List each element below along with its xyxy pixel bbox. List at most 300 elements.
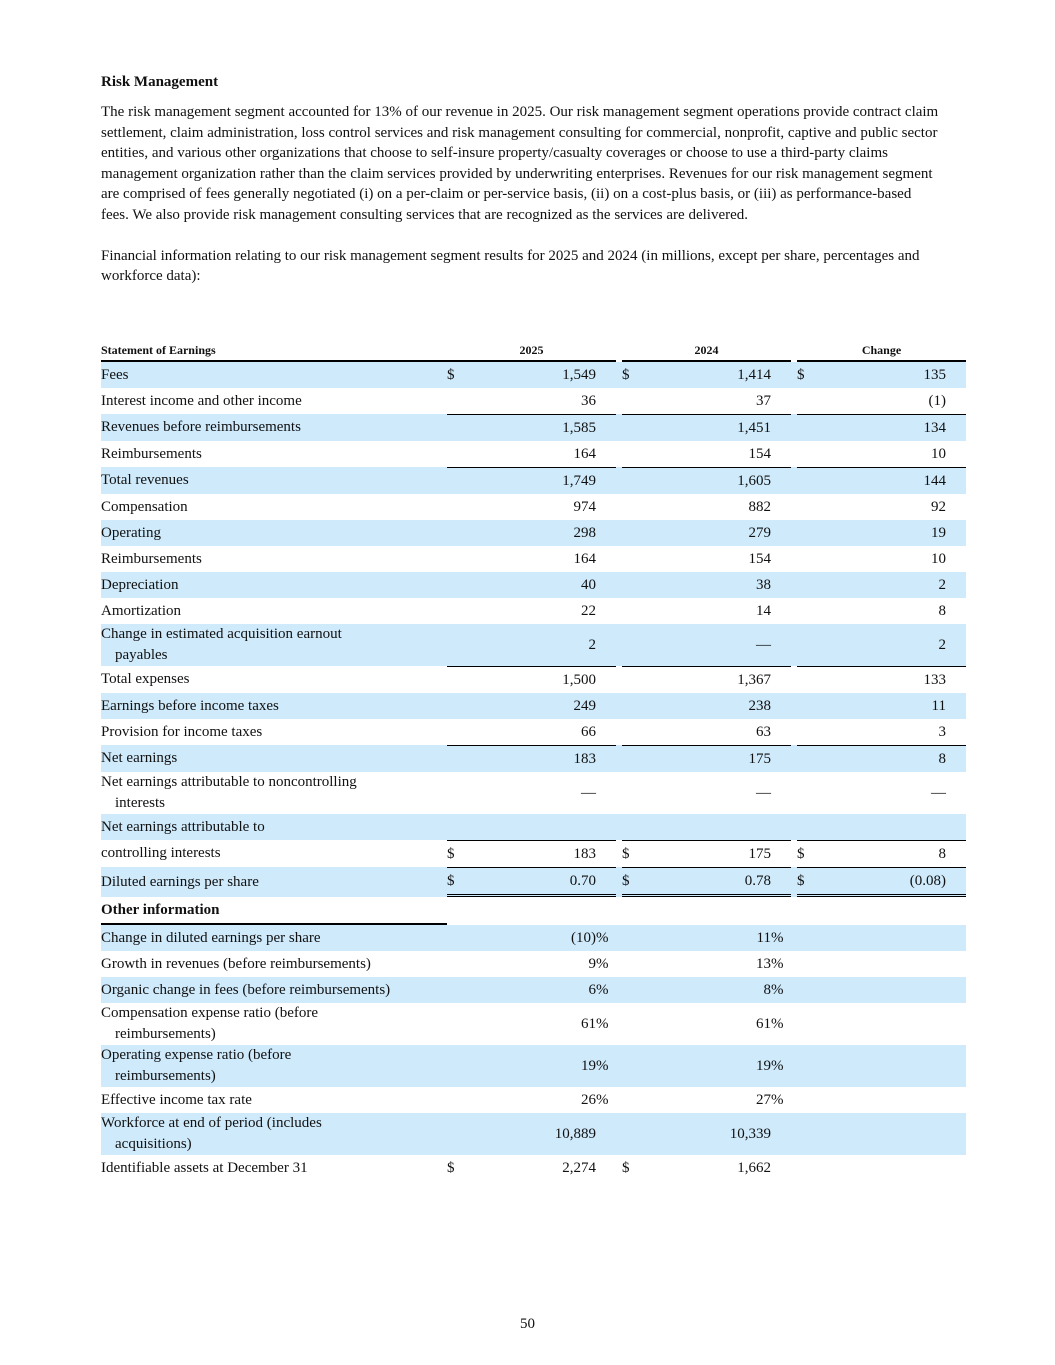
- percent-sign: %: [596, 977, 616, 1003]
- percent-sign: %: [596, 1091, 609, 1108]
- row-label: Interest income and other income: [101, 392, 302, 409]
- currency-symbol: [797, 388, 821, 414]
- page-number: 50: [520, 1316, 535, 1332]
- table-row: [101, 666, 966, 693]
- value-col2: 1,605: [646, 467, 771, 494]
- suffix-col1: [596, 840, 616, 867]
- percent-sign: [771, 1113, 791, 1155]
- section-heading: Risk Management: [101, 74, 219, 90]
- currency-symbol: [797, 772, 821, 814]
- suffix-col2: [771, 520, 791, 546]
- value-col3: (1): [928, 392, 946, 409]
- value-col1: 1,585: [471, 414, 596, 441]
- empty-cell: [946, 977, 966, 1003]
- currency-symbol: [622, 494, 646, 520]
- value-col3: 10: [931, 550, 946, 567]
- empty-cell: [797, 925, 821, 951]
- table-row: [101, 719, 966, 745]
- suffix-col1: [596, 388, 616, 414]
- row-label-line1: Operating expense ratio (before: [101, 1047, 292, 1063]
- empty-cell: [821, 951, 946, 977]
- row-label: [101, 1113, 447, 1155]
- row-label-line2: payables: [115, 647, 168, 663]
- suffix-col1: [596, 624, 616, 666]
- value-col2: 154: [748, 445, 771, 462]
- header-2025: 2025: [447, 338, 616, 362]
- value-col2: 238: [646, 693, 771, 719]
- currency-symbol: [622, 772, 646, 814]
- suffix-col2: [771, 814, 791, 840]
- value-col1: 1,749: [471, 467, 596, 494]
- currency-symbol: [447, 745, 471, 772]
- empty-cell: [821, 1113, 946, 1155]
- value-col1: 164: [573, 445, 596, 462]
- currency-symbol: [797, 414, 821, 441]
- suffix-col1: [596, 693, 616, 719]
- currency-symbol: [447, 388, 471, 414]
- table-row: [101, 520, 966, 546]
- currency-symbol: [447, 1113, 471, 1155]
- table-row: [101, 388, 966, 414]
- value-col2: 175: [646, 745, 771, 772]
- table-row: [101, 414, 966, 441]
- percent-sign: %: [771, 1091, 784, 1108]
- table-row: [101, 467, 966, 494]
- table-row: [101, 814, 966, 840]
- table-row: [101, 745, 966, 772]
- suffix-col1: [596, 362, 616, 388]
- percent-sign: %: [771, 925, 791, 951]
- table-row: [101, 494, 966, 520]
- spacer: [646, 897, 771, 925]
- currency-symbol: $: [447, 867, 471, 897]
- currency-symbol: [447, 977, 471, 1003]
- value-col2: 154: [748, 550, 771, 567]
- value-col2: 1,662: [737, 1159, 771, 1176]
- row-label: Compensation: [101, 498, 188, 515]
- value-col1: 36: [581, 392, 596, 409]
- empty-cell: [797, 977, 821, 1003]
- currency-symbol: $: [447, 840, 471, 867]
- value-col1: 1,549: [471, 362, 596, 388]
- empty-cell: [946, 1155, 966, 1181]
- value-col2: 1,414: [646, 362, 771, 388]
- value-col2: 19: [646, 1045, 771, 1087]
- value-col2: [646, 814, 771, 840]
- spacer: [797, 897, 821, 925]
- table-row: [101, 598, 966, 624]
- row-label: Operating: [101, 520, 447, 546]
- currency-symbol: $: [622, 1159, 630, 1176]
- value-col1: 974: [573, 498, 596, 515]
- suffix-col2: [771, 414, 791, 441]
- row-label: Organic change in fees (before reimbursements): [101, 977, 447, 1003]
- currency-symbol: [447, 598, 471, 624]
- currency-symbol: [447, 693, 471, 719]
- currency-symbol: $: [447, 1159, 455, 1176]
- row-label: [101, 624, 447, 666]
- row-label: Provision for income taxes: [101, 723, 263, 740]
- currency-symbol: [622, 693, 646, 719]
- currency-symbol: [447, 925, 471, 951]
- value-col1: [471, 814, 596, 840]
- suffix-col2: [771, 693, 791, 719]
- currency-symbol: [447, 572, 471, 598]
- currency-symbol: [447, 546, 471, 572]
- currency-symbol: [797, 467, 821, 494]
- suffix-col1: [596, 467, 616, 494]
- empty-cell: [797, 1155, 821, 1181]
- row-label: Change in diluted earnings per share: [101, 925, 447, 951]
- suffix-col2: [771, 772, 791, 814]
- row-label: Revenues before reimbursements: [101, 414, 447, 441]
- suffix-col1: [596, 719, 616, 745]
- empty-cell: [946, 1113, 966, 1155]
- currency-symbol: [797, 814, 821, 840]
- value-col2: 61: [756, 1015, 771, 1032]
- empty-cell: [797, 1045, 821, 1087]
- table-row: [101, 624, 966, 666]
- currency-symbol: [622, 414, 646, 441]
- currency-symbol: $: [622, 840, 646, 867]
- value-col1: 249: [471, 693, 596, 719]
- empty-cell: [946, 951, 966, 977]
- suffix-col2: [771, 362, 791, 388]
- table-row: [101, 951, 966, 977]
- currency-symbol: [797, 572, 821, 598]
- suffix-col1: [596, 546, 616, 572]
- row-label: Net earnings attributable to: [101, 814, 447, 840]
- suffix-col1: [596, 598, 616, 624]
- value-col3: 2: [821, 572, 946, 598]
- value-col3: 135: [821, 362, 946, 388]
- row-label-line1: Net earnings attributable to noncontrolling: [101, 774, 357, 790]
- suffix-col1: [596, 441, 616, 467]
- suffix-col2: [771, 546, 791, 572]
- currency-symbol: [447, 666, 471, 693]
- spacer: [471, 897, 596, 925]
- suffix-col1: [596, 867, 616, 897]
- row-label: controlling interests: [101, 845, 221, 861]
- value-col2: 1,367: [646, 666, 771, 693]
- suffix-col3: [946, 388, 966, 414]
- currency-symbol: [447, 414, 471, 441]
- currency-symbol: $: [622, 867, 646, 897]
- row-label-line2: interests: [115, 795, 165, 811]
- empty-cell: [946, 1087, 966, 1113]
- suffix-col2: [771, 624, 791, 666]
- currency-symbol: [622, 745, 646, 772]
- value-col1: 0.70: [471, 867, 596, 897]
- table-row: [101, 867, 966, 897]
- currency-symbol: [622, 520, 646, 546]
- spacer: [821, 897, 946, 925]
- suffix-col1: [596, 666, 616, 693]
- suffix-col3: [946, 745, 966, 772]
- value-col2: 27: [756, 1091, 771, 1108]
- percent-sign: [596, 1113, 616, 1155]
- suffix-col3: [946, 814, 966, 840]
- currency-symbol: [447, 467, 471, 494]
- currency-symbol: [797, 693, 821, 719]
- value-col2: 8: [646, 977, 771, 1003]
- value-col3: [821, 814, 946, 840]
- empty-cell: [946, 1003, 966, 1045]
- suffix-col2: [771, 666, 791, 693]
- row-label: Diluted earnings per share: [101, 867, 447, 897]
- percent-sign: %: [596, 925, 616, 951]
- value-col1: 164: [573, 550, 596, 567]
- value-col2: 11: [646, 925, 771, 951]
- row-label: Earnings before income taxes: [101, 693, 447, 719]
- percent-sign: %: [771, 1045, 791, 1087]
- currency-symbol: [797, 719, 821, 745]
- spacer: [771, 897, 791, 925]
- empty-cell: [797, 1113, 821, 1155]
- suffix-col3: [946, 362, 966, 388]
- table-row: [101, 1003, 966, 1045]
- empty-cell: [821, 1155, 946, 1181]
- percent-sign: %: [771, 1015, 784, 1032]
- row-label: Growth in revenues (before reimbursements): [101, 955, 371, 972]
- value-col2: 0.78: [646, 867, 771, 897]
- currency-symbol: [797, 624, 821, 666]
- value-col2: 882: [748, 498, 771, 515]
- currency-symbol: [797, 666, 821, 693]
- suffix-col3: [946, 441, 966, 467]
- table-row: [101, 693, 966, 719]
- value-col3: 10: [931, 445, 946, 462]
- value-col3: 11: [821, 693, 946, 719]
- value-col2: 37: [756, 392, 771, 409]
- value-col1: 19: [471, 1045, 596, 1087]
- suffix-col2: [771, 840, 791, 867]
- percent-sign: [596, 1155, 616, 1181]
- value-col1: 1,500: [471, 666, 596, 693]
- suffix-col3: [946, 624, 966, 666]
- currency-symbol: [622, 1003, 646, 1045]
- row-label: Effective income tax rate: [101, 1091, 252, 1108]
- currency-symbol: [447, 520, 471, 546]
- table-row: [101, 572, 966, 598]
- row-label: Identifiable assets at December 31: [101, 1159, 308, 1176]
- suffix-col2: [771, 572, 791, 598]
- table-row: [101, 1087, 966, 1113]
- value-col1: 6: [471, 977, 596, 1003]
- value-col1: 26: [581, 1091, 596, 1108]
- currency-symbol: [797, 441, 821, 467]
- currency-symbol: [447, 951, 471, 977]
- currency-symbol: $: [622, 362, 646, 388]
- table-header-row: [101, 338, 966, 362]
- percent-sign: %: [596, 955, 609, 972]
- currency-symbol: [797, 520, 821, 546]
- currency-symbol: [622, 951, 646, 977]
- value-col2: 63: [756, 723, 771, 740]
- value-col2: 10,339: [646, 1113, 771, 1155]
- suffix-col3: [946, 666, 966, 693]
- header-statement-of-earnings: Statement of Earnings: [101, 338, 447, 362]
- value-col1: 298: [471, 520, 596, 546]
- row-label: Amortization: [101, 602, 181, 619]
- empty-cell: [946, 1045, 966, 1087]
- percent-sign: %: [771, 977, 791, 1003]
- row-label: Net earnings: [101, 745, 447, 772]
- value-col1: 2,274: [562, 1159, 596, 1176]
- value-col3: 8: [938, 602, 946, 619]
- row-label: [101, 772, 447, 814]
- value-col3: 3: [938, 723, 946, 740]
- suffix-col1: [596, 414, 616, 441]
- row-label-line1: Change in estimated acquisition earnout: [101, 626, 342, 642]
- suffix-col3: [946, 520, 966, 546]
- suffix-col3: [946, 414, 966, 441]
- currency-symbol: [622, 624, 646, 666]
- suffix-col3: [946, 494, 966, 520]
- currency-symbol: [447, 1087, 471, 1113]
- currency-symbol: [622, 666, 646, 693]
- row-label-line2: reimbursements): [115, 1026, 216, 1042]
- value-col2: 1,451: [646, 414, 771, 441]
- empty-cell: [797, 1003, 821, 1045]
- empty-cell: [821, 1087, 946, 1113]
- currency-symbol: [622, 719, 646, 745]
- suffix-col2: [771, 441, 791, 467]
- empty-cell: [821, 1045, 946, 1087]
- value-col1: (10): [471, 925, 596, 951]
- suffix-col2: [771, 467, 791, 494]
- document-body: [101, 72, 941, 287]
- currency-symbol: [622, 467, 646, 494]
- suffix-col3: [946, 546, 966, 572]
- suffix-col2: [771, 598, 791, 624]
- row-label: Reimbursements: [101, 550, 202, 567]
- currency-symbol: [797, 598, 821, 624]
- currency-symbol: $: [797, 840, 821, 867]
- value-col1: 40: [471, 572, 596, 598]
- row-label: Fees: [101, 362, 447, 388]
- intro-paragraph: The risk management segment accounted for 13% of our revenue in 2025. Our risk management segment operations provide contract claim settlement, claim administration, loss control services and risk management consulting for commercial, nonprofit, captive and public sector entities, and various other organizations that choose to self-insure property/casualty coverages or choose to use a third-party claims management organization rather than the claim services provided by underwriting enterprises. Revenues for our risk management segment are comprised of fees generally negotiated (i) on a per-claim or per-service basis, (ii) on a cost-plus basis, or (iii) as performance-based fees. We also provide risk management consulting services that are recognized as the services are delivered.: [101, 104, 939, 223]
- suffix-col2: [771, 745, 791, 772]
- value-col2: 13: [756, 955, 771, 972]
- value-col2: 14: [756, 602, 771, 619]
- currency-symbol: [447, 719, 471, 745]
- value-col3: 8: [821, 840, 946, 867]
- suffix-col1: [596, 745, 616, 772]
- table-row: [101, 1155, 966, 1181]
- value-col2: —: [756, 784, 771, 801]
- suffix-col1: [596, 520, 616, 546]
- value-col2: 38: [646, 572, 771, 598]
- table-row: [101, 977, 966, 1003]
- suffix-col3: [946, 572, 966, 598]
- value-col3: 144: [821, 467, 946, 494]
- row-label: Total expenses: [101, 671, 190, 687]
- currency-symbol: [447, 772, 471, 814]
- row-label-line1: Compensation expense ratio (before: [101, 1005, 319, 1021]
- currency-symbol: [622, 572, 646, 598]
- suffix-col3: [946, 693, 966, 719]
- empty-cell: [821, 925, 946, 951]
- value-col3: 134: [821, 414, 946, 441]
- currency-symbol: [447, 1045, 471, 1087]
- currency-symbol: [622, 546, 646, 572]
- suffix-col2: [771, 867, 791, 897]
- suffix-col1: [596, 814, 616, 840]
- suffix-col1: [596, 772, 616, 814]
- table-row: [101, 1045, 966, 1087]
- empty-cell: [797, 951, 821, 977]
- other-information-heading-row: [101, 897, 966, 925]
- financial-table: [101, 338, 966, 1181]
- currency-symbol: [447, 441, 471, 467]
- spacer: [622, 897, 646, 925]
- row-label: Depreciation: [101, 572, 447, 598]
- currency-symbol: [622, 814, 646, 840]
- currency-symbol: [622, 388, 646, 414]
- currency-symbol: [622, 977, 646, 1003]
- currency-symbol: [447, 1003, 471, 1045]
- row-label: Total revenues: [101, 467, 447, 494]
- value-col2: 175: [646, 840, 771, 867]
- value-col1: 66: [581, 723, 596, 740]
- value-col1: 61: [581, 1015, 596, 1032]
- table-row: [101, 1113, 966, 1155]
- value-col1: 9: [588, 955, 596, 972]
- currency-symbol: $: [797, 362, 821, 388]
- currency-symbol: [622, 598, 646, 624]
- row-label: Reimbursements: [101, 445, 202, 462]
- percent-sign: %: [771, 955, 784, 972]
- suffix-col2: [771, 719, 791, 745]
- spacer: [447, 897, 471, 925]
- currency-symbol: [797, 745, 821, 772]
- currency-symbol: [447, 494, 471, 520]
- value-col3: —: [931, 784, 946, 801]
- value-col1: 183: [471, 840, 596, 867]
- value-col3: 92: [931, 498, 946, 515]
- currency-symbol: [622, 1087, 646, 1113]
- table-row: [101, 925, 966, 951]
- value-col3: (0.08): [821, 867, 946, 897]
- currency-symbol: [797, 546, 821, 572]
- row-label-line2: reimbursements): [115, 1068, 216, 1084]
- suffix-col1: [596, 572, 616, 598]
- other-information-heading: Other information: [101, 897, 447, 925]
- table-row: [101, 772, 966, 814]
- suffix-col1: [596, 494, 616, 520]
- suffix-col3: [946, 772, 966, 814]
- row-label: [101, 1003, 447, 1045]
- suffix-col2: [771, 494, 791, 520]
- currency-symbol: [622, 925, 646, 951]
- spacer: [946, 897, 966, 925]
- value-col3: 2: [821, 624, 946, 666]
- table-row: [101, 362, 966, 388]
- table-row: [101, 441, 966, 467]
- percent-sign: [771, 1155, 791, 1181]
- table-row: [101, 546, 966, 572]
- spacer: [596, 897, 616, 925]
- row-label: [101, 1045, 447, 1087]
- suffix-col3: [946, 867, 966, 897]
- percent-sign: %: [596, 1045, 616, 1087]
- value-col1: —: [581, 784, 596, 801]
- table-row: [101, 840, 966, 867]
- currency-symbol: [447, 814, 471, 840]
- value-col1: 22: [581, 602, 596, 619]
- currency-symbol: [622, 1113, 646, 1155]
